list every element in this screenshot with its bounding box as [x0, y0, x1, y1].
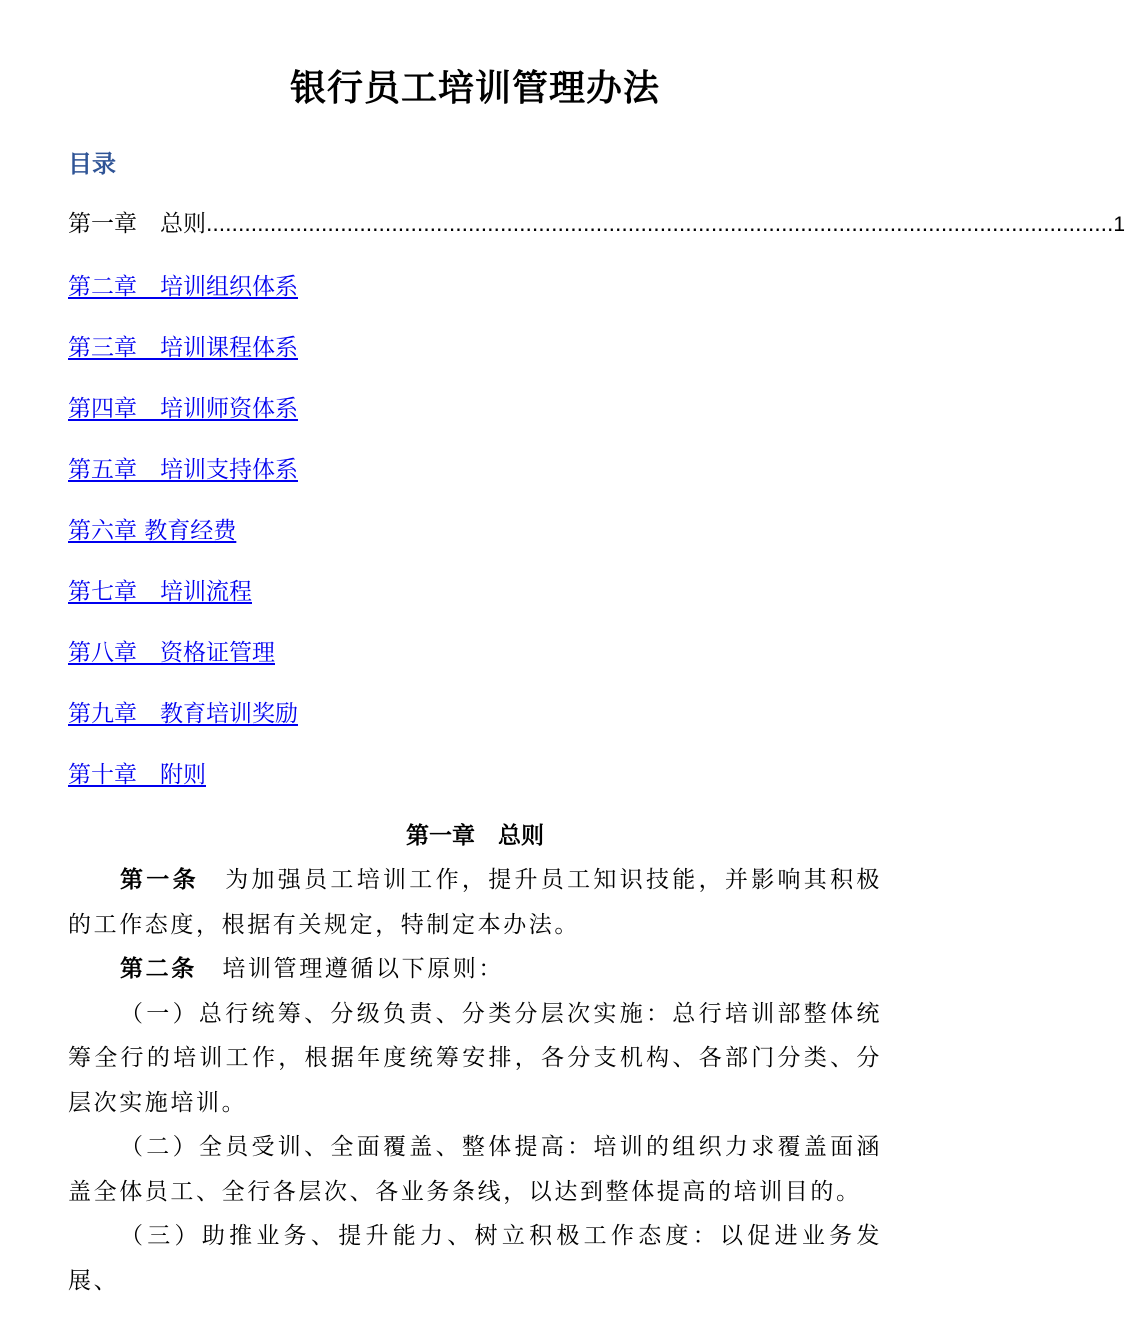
toc-link-chapter-6[interactable]: 第六章 教育经费	[68, 518, 237, 544]
toc-link-chapter-4[interactable]: 第四章 培训师资体系	[68, 396, 298, 422]
toc-link-chapter-8[interactable]: 第八章 资格证管理	[68, 640, 275, 666]
toc-leader-dots: ..............................................................................................................................................	[206, 210, 1114, 236]
principle-paragraph	[68, 1214, 882, 1303]
principle-paragraph	[68, 992, 882, 1126]
article-paragraph	[68, 947, 882, 992]
chapter-heading: 第一章 总则	[406, 822, 544, 849]
principle-text: （二）全员受训、全面覆盖、整体提高：培训的组织力求覆盖面涵盖全体员工、全行各层次、各业务条线，以达到整体提高的培训目的。	[68, 1134, 882, 1205]
toc-link-chapter-10[interactable]: 第十章 附则	[68, 762, 206, 788]
toc-entry-label: 第一章 总则	[68, 211, 206, 237]
chapter-body	[68, 858, 882, 1303]
toc-heading: 目录	[68, 150, 116, 178]
article-text: 培训管理遵循以下原则：	[196, 956, 505, 982]
toc-link-chapter-2[interactable]: 第二章 培训组织体系	[68, 274, 298, 300]
document-title: 银行员工培训管理办法	[289, 67, 660, 109]
principle-paragraph	[68, 1125, 882, 1214]
toc-link-chapter-3[interactable]: 第三章 培训课程体系	[68, 335, 298, 361]
toc-link-chapter-5[interactable]: 第五章 培训支持体系	[68, 457, 298, 483]
article-text: 为加强员工培训工作，提升员工知识技能，并影响其积极的工作态度，根据有关规定，特制定本办法。	[68, 867, 882, 938]
principle-text: （一）总行统筹、分级负责、分类分层次实施：总行培训部整体统筹全行的培训工作，根据年度统筹安排，各分支机构、各部门分类、分层次实施培训。	[68, 1000, 882, 1116]
toc-entry-chapter-1[interactable]	[68, 206, 1125, 242]
toc-link-chapter-7[interactable]: 第七章 培训流程	[68, 579, 252, 605]
toc-link-chapter-9[interactable]: 第九章 教育培训奖励	[68, 701, 298, 727]
article-paragraph	[68, 858, 882, 947]
article-number: 第一条	[120, 866, 199, 893]
article-number: 第二条	[120, 955, 197, 982]
toc-page-number: 1	[1113, 213, 1125, 236]
principle-text: （三）助推业务、提升能力、树立积极工作态度：以促进业务发展、	[68, 1223, 882, 1294]
